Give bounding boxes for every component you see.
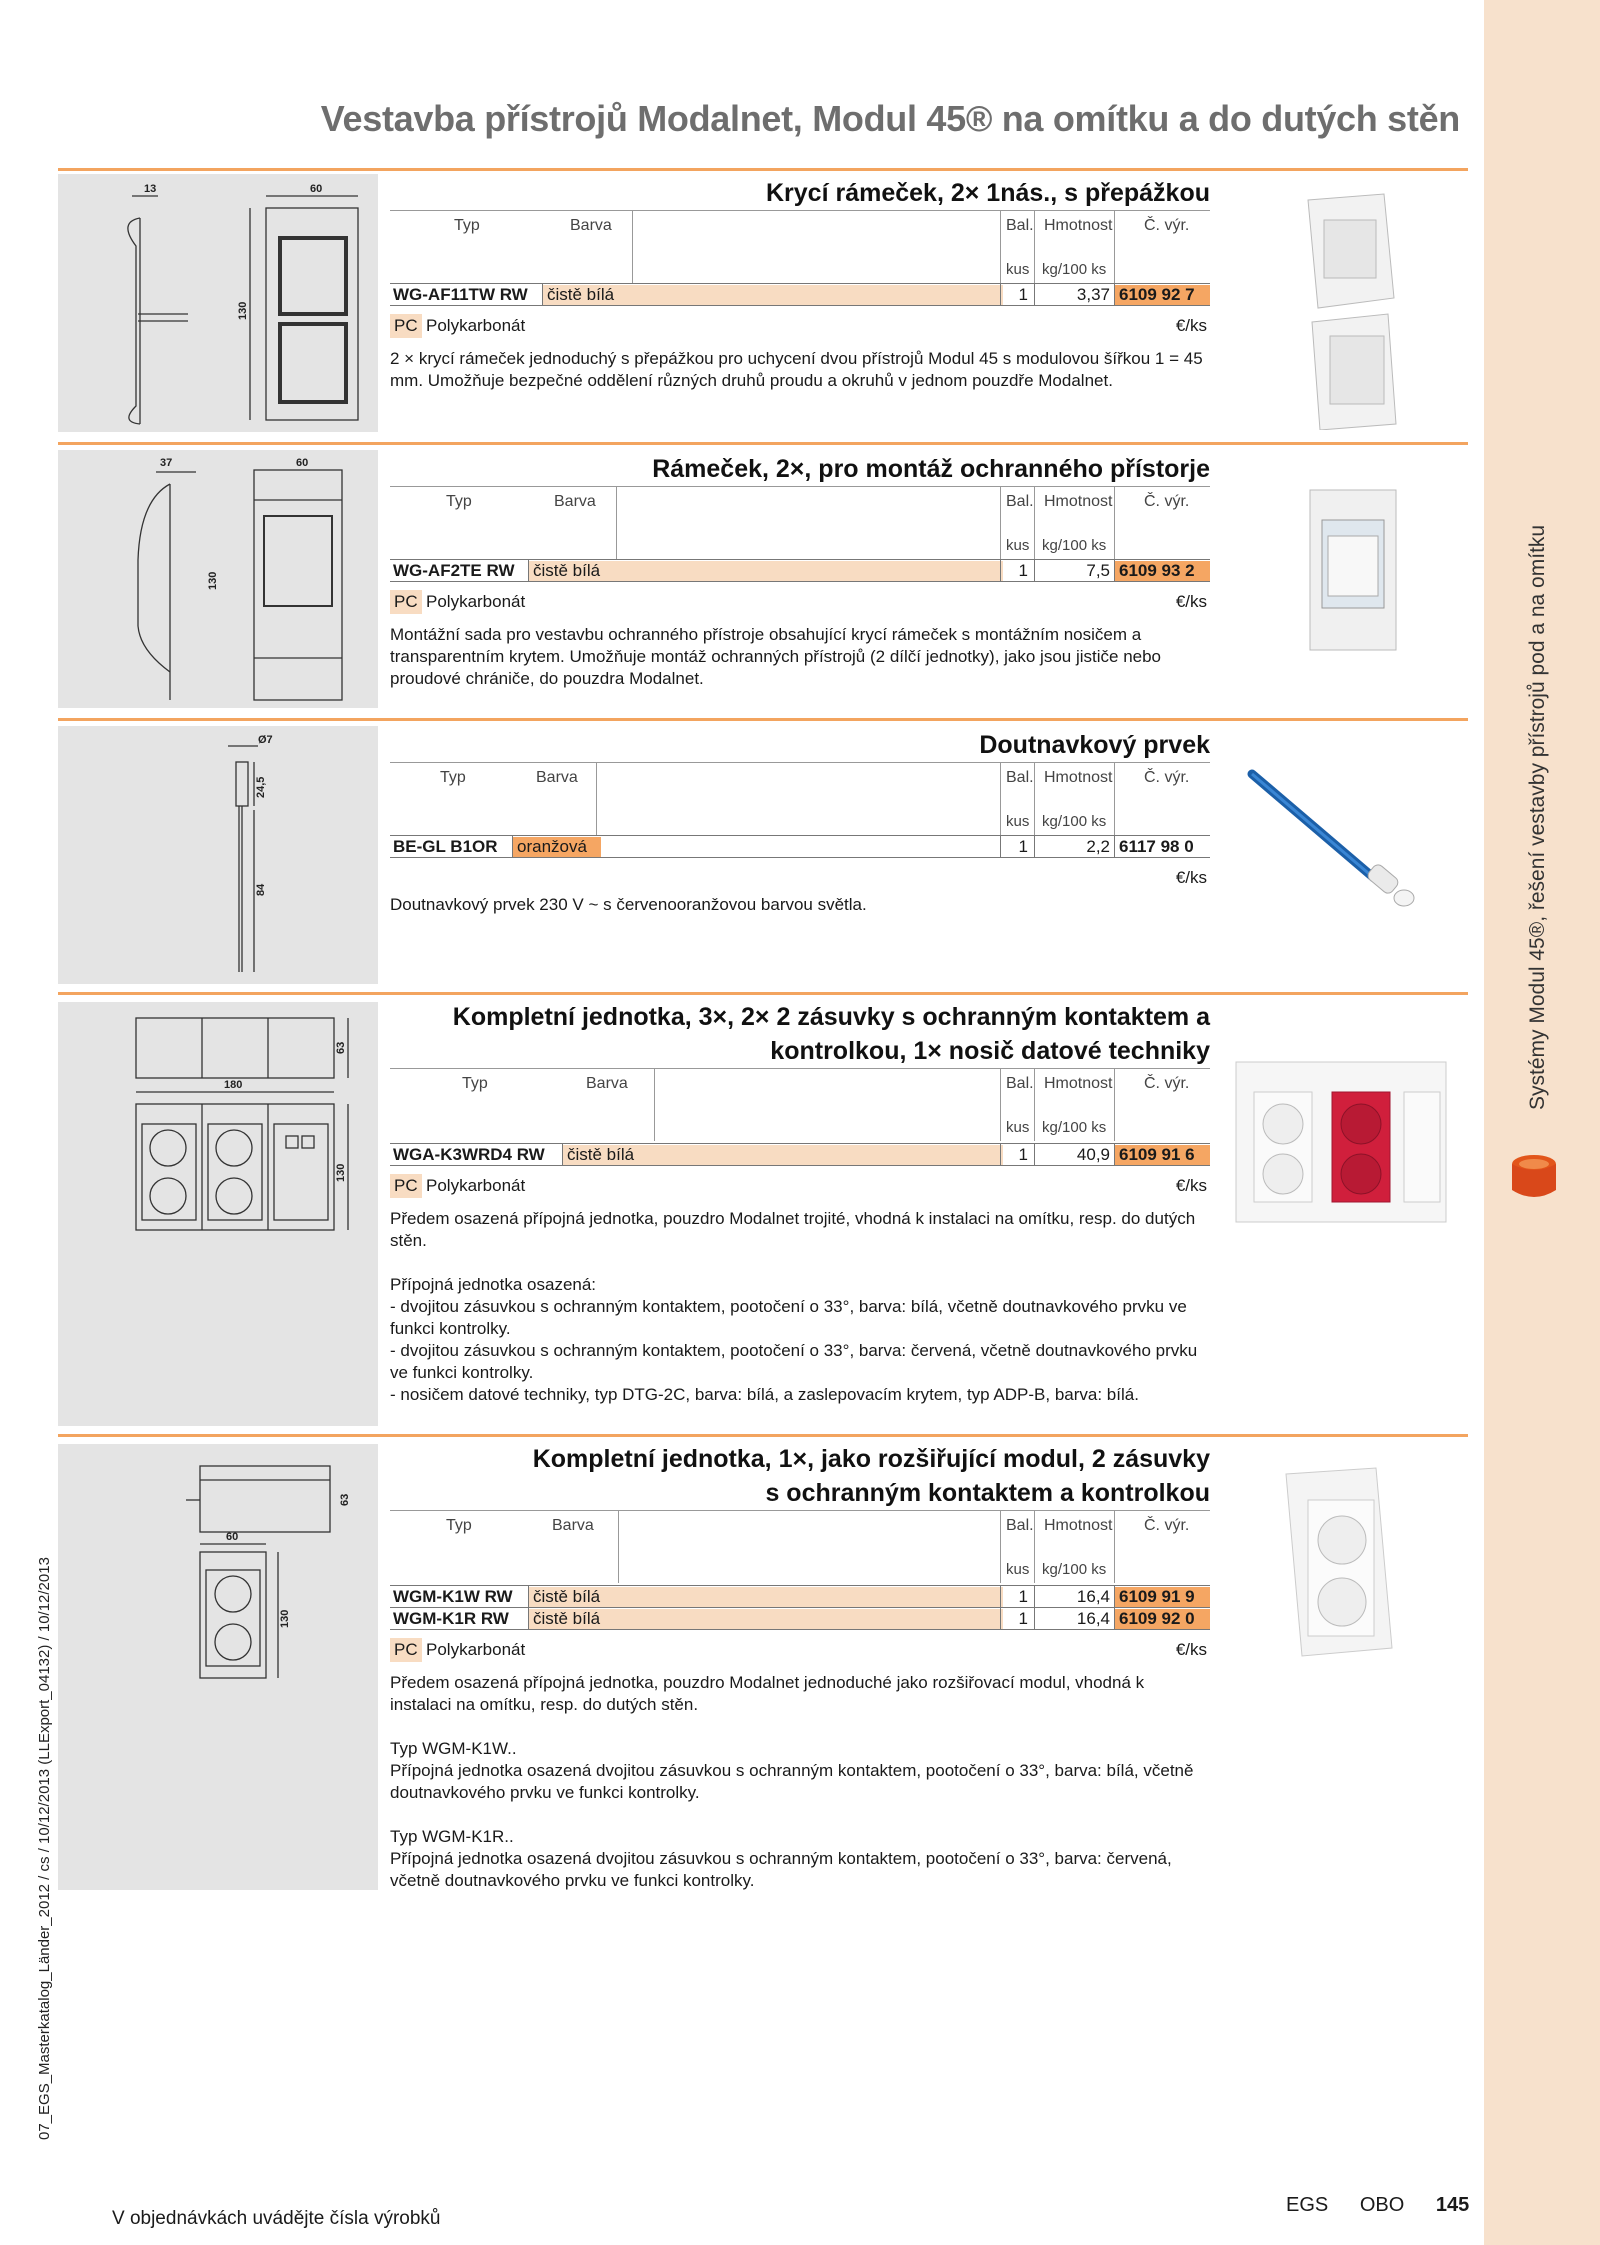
header-cvyr: Č. výr. — [1144, 769, 1190, 786]
dim-label: 130 — [335, 1163, 347, 1182]
price-unit: €/ks — [1175, 868, 1207, 887]
material-code: PC — [390, 1174, 422, 1198]
table-row — [390, 1608, 1210, 1630]
header-hmotnost: Hmotnost — [1044, 1075, 1113, 1092]
row-bal: 1 — [1018, 837, 1028, 856]
row-hmotnost: 3,37 — [1076, 285, 1110, 304]
dim-label: 63 — [335, 1041, 347, 1054]
page-number: 145 — [1435, 2194, 1470, 2216]
product-title: Krycí rámeček, 2× 1nás., s přepážkou — [766, 179, 1210, 207]
description-paragraph: Typ WGM-K1R.. Přípojná jednotka osazená dvojitou zásuvkou s ochranným kontaktem, pootočení o 33°, barva: červená, včetně doutnavkového prvku ve funkci kontrolky. — [390, 1827, 1172, 1890]
description-paragraph: Montážní sada pro vestavbu ochranného přístroje obsahující krycí rámeček s montážním nosičem a transparentním krytem. Umožňuje montáž ochranných přístrojů (2 dílčí jednotky), jako jsou jističe nebo proudové chrániče, do pouzdra Modalnet. — [390, 625, 1162, 688]
product-photo — [1232, 1052, 1450, 1232]
price-unit: €/ks — [1175, 316, 1207, 335]
header-barva: Barva — [554, 493, 596, 510]
price-unit: €/ks — [1175, 592, 1207, 611]
row-cvyr: 6117 98 0 — [1119, 837, 1194, 856]
catalog-reference: 07_EGS_Masterkatalog_Länder_2012 / cs / 10/12/2013 (LLExport_04132) / 10/12/2013 — [36, 1557, 53, 2140]
dim-label: 13 — [144, 183, 157, 195]
row-cvyr: 6109 93 2 — [1115, 561, 1210, 581]
row-cvyr: 6109 91 6 — [1115, 1145, 1210, 1165]
technical-drawing — [58, 450, 378, 708]
row-hmotnost: 16,4 — [1076, 1609, 1110, 1628]
header-hmotnost-unit: kg/100 ks — [1042, 537, 1107, 554]
row-typ: WG-AF2TE RW — [393, 561, 515, 580]
dim-label: 130 — [207, 571, 219, 590]
product-title: Kompletní jednotka, 1×, jako rozšiřující modul, 2 zásuvky — [532, 1445, 1210, 1473]
technical-drawing — [58, 1444, 378, 1890]
description-paragraph: Přípojná jednotka osazená: - dvojitou zásuvkou s ochranným kontaktem, pootočení o 33°, barva: bílá, včetně doutnavkového prvku ve funkci kontrolky. - dvojitou zásuvkou s ochranným kontaktem, pootočení o 33°, barva: červená, včetně doutnavkového prvku ve funkci kontrolky. - nosičem datové techniky, typ DTG-2C, barva: bílá, a zaslepovacím krytem, typ ADP-B, barva: bílá. — [390, 1275, 1198, 1404]
dim-label: 60 — [226, 1531, 239, 1543]
section-divider — [58, 442, 1468, 445]
description-paragraph: 2 × krycí rámeček jednoduchý s přepážkou pro uchycení dvou přístrojů Modul 45 s modulovou šířkou 1 = 45 mm. Umožňuje bezpečné oddělení různých druhů proudu a okruhů v jednom pouzdře Modalnet. — [390, 349, 1203, 390]
price-unit: €/ks — [1175, 1176, 1207, 1195]
header-bal: Bal. — [1006, 769, 1034, 786]
material-code: PC — [390, 314, 422, 338]
table-row — [390, 559, 1210, 582]
product-photo — [1244, 760, 1424, 920]
price-unit: €/ks — [1175, 1640, 1207, 1659]
row-cvyr: 6109 92 0 — [1115, 1609, 1210, 1629]
product-section-5 — [390, 1442, 1210, 1892]
row-bal: 1 — [1018, 285, 1028, 304]
header-bal: Bal. — [1006, 1075, 1034, 1092]
product-description — [390, 624, 1210, 690]
footer-brand — [1286, 2194, 1469, 2217]
header-hmotnost: Hmotnost — [1044, 1517, 1113, 1534]
row-barva: oranžová — [513, 837, 601, 857]
table-header — [390, 210, 1210, 283]
product-photo — [1290, 190, 1410, 430]
row-bal: 1 — [1018, 1145, 1028, 1164]
product-section-1 — [390, 176, 1210, 392]
product-description — [390, 1208, 1210, 1406]
section-divider — [58, 168, 1468, 171]
row-barva: čistě bílá — [543, 285, 1003, 305]
row-barva: čistě bílá — [529, 561, 1003, 581]
header-typ: Typ — [446, 493, 472, 510]
header-typ: Typ — [446, 1517, 472, 1534]
material-row — [390, 312, 1210, 342]
dim-label: 130 — [237, 301, 249, 320]
product-description — [390, 894, 1210, 916]
row-typ: BE-GL B1OR — [393, 837, 498, 856]
description-paragraph: Typ WGM-K1W.. Přípojná jednotka osazená dvojitou zásuvkou s ochranným kontaktem, pootočení o 33°, barva: bílá, včetně doutnavkového prvku ve funkci kontrolky. — [390, 1739, 1194, 1802]
header-barva: Barva — [586, 1075, 628, 1092]
dim-label: 60 — [310, 183, 323, 195]
row-hmotnost: 7,5 — [1086, 561, 1110, 580]
header-typ: Typ — [462, 1075, 488, 1092]
product-title: Rámeček, 2×, pro montáž ochranného přístorje — [652, 455, 1210, 483]
row-hmotnost: 40,9 — [1076, 1145, 1110, 1164]
header-bal-unit: kus — [1006, 261, 1030, 278]
header-hmotnost: Hmotnost — [1044, 769, 1113, 786]
row-typ: WG-AF11TW RW — [393, 285, 528, 304]
product-section-3 — [390, 728, 1210, 916]
row-hmotnost: 2,2 — [1086, 837, 1110, 856]
brand-obo: OBO — [1359, 2194, 1405, 2216]
table-header — [390, 486, 1210, 559]
row-barva: čistě bílá — [529, 1609, 1003, 1629]
material-name: Polykarbonát — [426, 316, 526, 335]
side-label: Systémy Modul 45®, řešení vestavby přístrojů pod a na omítku — [1526, 524, 1549, 1110]
header-bal: Bal. — [1006, 217, 1034, 234]
product-photo — [1300, 480, 1410, 660]
header-hmotnost-unit: kg/100 ks — [1042, 1561, 1107, 1578]
table-row — [390, 835, 1210, 858]
dim-label: 84 — [255, 883, 267, 896]
row-bal: 1 — [1018, 561, 1028, 580]
row-barva: čistě bílá — [563, 1145, 1003, 1165]
header-hmotnost-unit: kg/100 ks — [1042, 813, 1107, 830]
row-cvyr: 6109 92 7 — [1115, 285, 1210, 305]
table-header — [390, 1510, 1210, 1585]
row-barva: čistě bílá — [529, 1587, 1003, 1607]
material-row — [390, 1636, 1210, 1666]
material-name: Polykarbonát — [426, 592, 526, 611]
row-hmotnost: 16,4 — [1076, 1587, 1110, 1606]
header-hmotnost: Hmotnost — [1044, 217, 1113, 234]
product-title: Kompletní jednotka, 3×, 2× 2 zásuvky s ochranným kontaktem a — [452, 1003, 1210, 1031]
table-row — [390, 1585, 1210, 1608]
header-barva: Barva — [552, 1517, 594, 1534]
material-name: Polykarbonát — [426, 1176, 526, 1195]
section-divider — [58, 992, 1468, 995]
dim-label: 24,5 — [255, 776, 267, 798]
dim-label: 37 — [160, 457, 173, 469]
technical-drawing — [58, 726, 378, 984]
header-cvyr: Č. výr. — [1144, 493, 1190, 510]
product-photo — [1272, 1460, 1402, 1660]
section-divider — [58, 1434, 1468, 1437]
header-typ: Typ — [440, 769, 466, 786]
dim-label: Ø7 — [258, 734, 273, 746]
dim-label: 130 — [279, 1609, 291, 1628]
header-bal: Bal. — [1006, 493, 1034, 510]
header-barva: Barva — [536, 769, 578, 786]
row-typ: WGM-K1W RW — [393, 1587, 513, 1606]
header-cvyr: Č. výr. — [1144, 1517, 1190, 1534]
description-paragraph: Předem osazená přípojná jednotka, pouzdro Modalnet trojité, vhodná k instalaci na omítku, resp. do dutých stěn. — [390, 1209, 1196, 1250]
table-header — [390, 762, 1210, 835]
row-cvyr: 6109 91 9 — [1115, 1587, 1210, 1607]
table-header — [390, 1068, 1210, 1143]
dim-label: 180 — [224, 1079, 243, 1091]
product-title: kontrolkou, 1× nosič datové techniky — [770, 1037, 1210, 1065]
material-row — [390, 1172, 1210, 1202]
header-bal-unit: kus — [1006, 1561, 1030, 1578]
product-title: s ochranným kontaktem a kontrolkou — [765, 1479, 1210, 1507]
order-note: V objednávkách uvádějte čísla výrobků — [112, 2208, 441, 2229]
material-row — [390, 588, 1210, 618]
header-bal-unit: kus — [1006, 537, 1030, 554]
row-bal: 1 — [1018, 1609, 1028, 1628]
header-bal-unit: kus — [1006, 1119, 1030, 1136]
description-paragraph: Předem osazená přípojná jednotka, pouzdro Modalnet jednoduché jako rozšiřovací modul, vhodná k instalaci na omítku, resp. do dutých stěn. — [390, 1673, 1145, 1714]
product-title: Doutnavkový prvek — [979, 731, 1210, 759]
material-row — [390, 864, 1210, 888]
brand-egs: EGS — [1286, 2194, 1329, 2216]
technical-drawing — [58, 1002, 378, 1426]
table-row — [390, 1143, 1210, 1166]
header-barva: Barva — [570, 217, 612, 234]
section-divider — [58, 718, 1468, 721]
description-paragraph: Doutnavkový prvek 230 V ~ s červenooranžovou barvou světla. — [390, 895, 867, 914]
product-section-2 — [390, 452, 1210, 690]
orange-box-icon — [1508, 1150, 1560, 1206]
header-cvyr: Č. výr. — [1144, 1075, 1190, 1092]
material-code: PC — [390, 590, 422, 614]
material-name: Polykarbonát — [426, 1640, 526, 1659]
row-typ: WGM-K1R RW — [393, 1609, 509, 1628]
dim-label: 60 — [296, 457, 309, 469]
product-description — [390, 348, 1210, 392]
row-typ: WGA-K3WRD4 RW — [393, 1145, 545, 1164]
header-bal-unit: kus — [1006, 813, 1030, 830]
header-bal: Bal. — [1006, 1517, 1034, 1534]
header-hmotnost-unit: kg/100 ks — [1042, 261, 1107, 278]
product-section-4 — [390, 1000, 1210, 1406]
page-title: Vestavba přístrojů Modalnet, Modul 45® na omítku a do dutých stěn — [320, 98, 1460, 139]
table-row — [390, 283, 1210, 306]
technical-drawing — [58, 174, 378, 432]
product-description — [390, 1672, 1210, 1892]
header-typ: Typ — [454, 217, 480, 234]
header-cvyr: Č. výr. — [1144, 217, 1190, 234]
dim-label: 63 — [339, 1493, 351, 1506]
header-hmotnost: Hmotnost — [1044, 493, 1113, 510]
row-bal: 1 — [1018, 1587, 1028, 1606]
material-code: PC — [390, 1638, 422, 1662]
header-hmotnost-unit: kg/100 ks — [1042, 1119, 1107, 1136]
